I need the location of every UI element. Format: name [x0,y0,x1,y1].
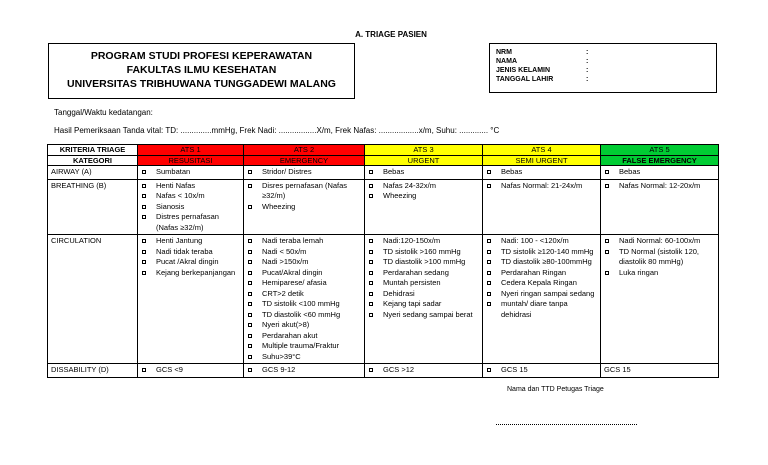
ats-category-1: RESUSITASI [138,155,244,166]
criteria-item: TD diastolik <60 mmHg [247,310,361,321]
criteria-item: TD Normal (sistolik 120, diastolik 80 mmHg) [604,247,715,268]
criteria-item: CRT>2 detik [247,289,361,300]
field-colon: : [586,58,589,65]
patient-field-birthdate [496,75,716,84]
ats-2-cell [244,235,365,364]
ats-level-5: ATS 5 [601,145,719,156]
field-label: NRM [496,49,512,56]
criteria-row-breathing [48,179,719,235]
criteria-item: Nadi tidak teraba [141,247,240,258]
patient-field-gender [496,66,716,75]
patient-identity-box [489,43,717,93]
criteria-item: Distres pernafasan (Nafas ≥32/m) [141,212,240,233]
category-label: KATEGORI [48,155,138,166]
criteria-item: Nadi Normal: 60-100x/m [604,236,715,247]
criteria-item: TD sistolik >160 mmHg [368,247,479,258]
criteria-item: Kejang tapi sadar [368,299,479,310]
ats-5-cell [601,235,719,364]
criteria-item: Perdarahan akut [247,331,361,342]
criteria-list [486,236,597,320]
field-label: TANGGAL LAHIR [496,76,554,83]
criteria-label: KRITERIA TRIAGE [48,145,138,156]
criteria-item: Perdarahan Ringan [486,268,597,279]
criteria-item: Cedera Kepala Ringan [486,278,597,289]
field-colon: : [586,76,589,83]
criteria-item: Nadi < 50x/m [247,247,361,258]
criteria-item: GCS 15 [486,365,597,376]
field-colon: : [586,49,589,56]
ats-1-cell [138,179,244,235]
criteria-item: TD sistolik ≥120-140 mmHg [486,247,597,258]
criteria-item: Kejang berkepanjangan [141,268,240,279]
criteria-item: Luka ringan [604,268,715,279]
institution-line: FAKULTAS ILMU KESEHATAN [126,64,277,76]
ats-category-4: SEMI URGENT [483,155,601,166]
criteria-item: Bebas [486,167,597,178]
criteria-list [141,236,240,278]
criteria-item: Henti Nafas [141,181,240,192]
criteria-item: Henti Jantung [141,236,240,247]
arrival-datetime-label: Tanggal/Waktu kedatangan: [54,108,153,117]
criteria-list [141,181,240,234]
ats-1-cell [138,364,244,378]
criteria-item: Bebas [604,167,715,178]
criteria-item: GCS 15 [604,365,631,374]
field-label: NAMA [496,58,517,65]
ats-level-4: ATS 4 [483,145,601,156]
row-label: CIRCULATION [48,235,138,364]
criteria-item: Nafas Normal: 12-20x/m [604,181,715,192]
criteria-item: Nadi: 100 - <120x/m [486,236,597,247]
institution-box [48,43,355,99]
criteria-list [368,365,479,376]
criteria-item: Nyeri sedang sampai berat [368,310,479,321]
criteria-row-circulation [48,235,719,364]
ats-4-cell [483,364,601,378]
patient-field-nrm [496,48,716,57]
criteria-list [486,365,597,376]
institution-line: UNIVERSITAS TRIBHUWANA TUNGGADEWI MALANG [67,78,336,90]
criteria-row-disability [48,364,719,378]
header-row-category [48,155,719,166]
criteria-item: GCS <9 [141,365,240,376]
criteria-list [141,167,240,178]
ats-level-2: ATS 2 [244,145,365,156]
criteria-item: Stridor/ Distres [247,167,361,178]
vital-signs-line: Hasil Pemeriksaan Tanda vital: TD: ..............mmHg, Frek Nadi: .................X/m, Frek Nafas: ..................x/m, Suhu: ............. °C [54,126,500,135]
criteria-item: Sumbatan [141,167,240,178]
criteria-list [368,236,479,320]
criteria-row-airway [48,166,719,180]
ats-category-3: URGENT [365,155,483,166]
ats-level-1: ATS 1 [138,145,244,156]
criteria-list [247,181,361,213]
criteria-item: Nadi >150x/m [247,257,361,268]
ats-level-3: ATS 3 [365,145,483,156]
criteria-list [604,181,715,192]
ats-category-2: EMERGENCY [244,155,365,166]
criteria-item: TD diastolik ≥80-100mmHg [486,257,597,268]
ats-3-cell [365,235,483,364]
ats-4-cell [483,235,601,364]
criteria-item: Wheezing [247,202,361,213]
criteria-list [247,167,361,178]
triage-table [47,144,719,378]
ats-3-cell [365,364,483,378]
criteria-list [604,236,715,278]
ats-1-cell [138,235,244,364]
field-label: JENIS KELAMIN [496,67,551,74]
criteria-item: GCS 9-12 [247,365,361,376]
criteria-item: Disres pernafasan (Nafas ≥32/m) [247,181,361,202]
ats-2-cell [244,179,365,235]
ats-2-cell [244,364,365,378]
row-label: BREATHING (B) [48,179,138,235]
criteria-list [368,167,479,178]
criteria-list [486,181,597,192]
criteria-item: Suhu>39°C [247,352,361,363]
section-title: A. TRIAGE PASIEN [355,30,427,39]
row-label: DISSABILITY (D) [48,364,138,378]
criteria-item: Pucat/Akral dingin [247,268,361,279]
ats-2-cell [244,166,365,180]
institution-line: PROGRAM STUDI PROFESI KEPERAWATAN [90,50,313,62]
criteria-item: Nyeri ringan sampai sedang [486,289,597,300]
criteria-item: Perdarahan sedang [368,268,479,279]
criteria-item: TD sistolik <100 mmHg [247,299,361,310]
ats-5-cell [601,179,719,235]
criteria-list [604,365,715,376]
ats-3-cell [365,179,483,235]
criteria-item: Sianosis [141,202,240,213]
criteria-item: Dehidrasi [368,289,479,300]
field-colon: : [586,67,589,74]
patient-field-name [496,57,716,66]
criteria-item: Nafas 24-32x/m [368,181,479,192]
ats-3-cell [365,166,483,180]
criteria-list [604,167,715,178]
header-row-criteria [48,145,719,156]
ats-5-cell [601,166,719,180]
criteria-item: Pucat /Akral dingin [141,257,240,268]
criteria-list [368,181,479,202]
criteria-item: Multiple trauma/Fraktur [247,341,361,352]
criteria-list [247,236,361,362]
criteria-list [141,365,240,376]
criteria-item: Nyeri akut(>8) [247,320,361,331]
signature-line [496,424,637,425]
criteria-item: muntah/ diare tanpa dehidrasi [486,299,597,320]
criteria-item: Nafas Normal: 21-24x/m [486,181,597,192]
criteria-item: TD diastolik >100 mmHg [368,257,479,268]
criteria-item: Hemiparese/ afasia [247,278,361,289]
criteria-list [486,167,597,178]
ats-1-cell [138,166,244,180]
criteria-item: Nadi:120-150x/m [368,236,479,247]
signature-label: Nama dan TTD Petugas Triage [507,386,604,393]
ats-5-cell [601,364,719,378]
criteria-item: Bebas [368,167,479,178]
criteria-item: Wheezing [368,191,479,202]
criteria-item: Nafas < 10x/m [141,191,240,202]
criteria-item: Muntah persisten [368,278,479,289]
ats-4-cell [483,166,601,180]
criteria-list [247,365,361,376]
criteria-item: Nadi teraba lemah [247,236,361,247]
ats-category-5: FALSE EMERGENCY [601,155,719,166]
ats-4-cell [483,179,601,235]
criteria-item: GCS >12 [368,365,479,376]
row-label: AIRWAY (A) [48,166,138,180]
